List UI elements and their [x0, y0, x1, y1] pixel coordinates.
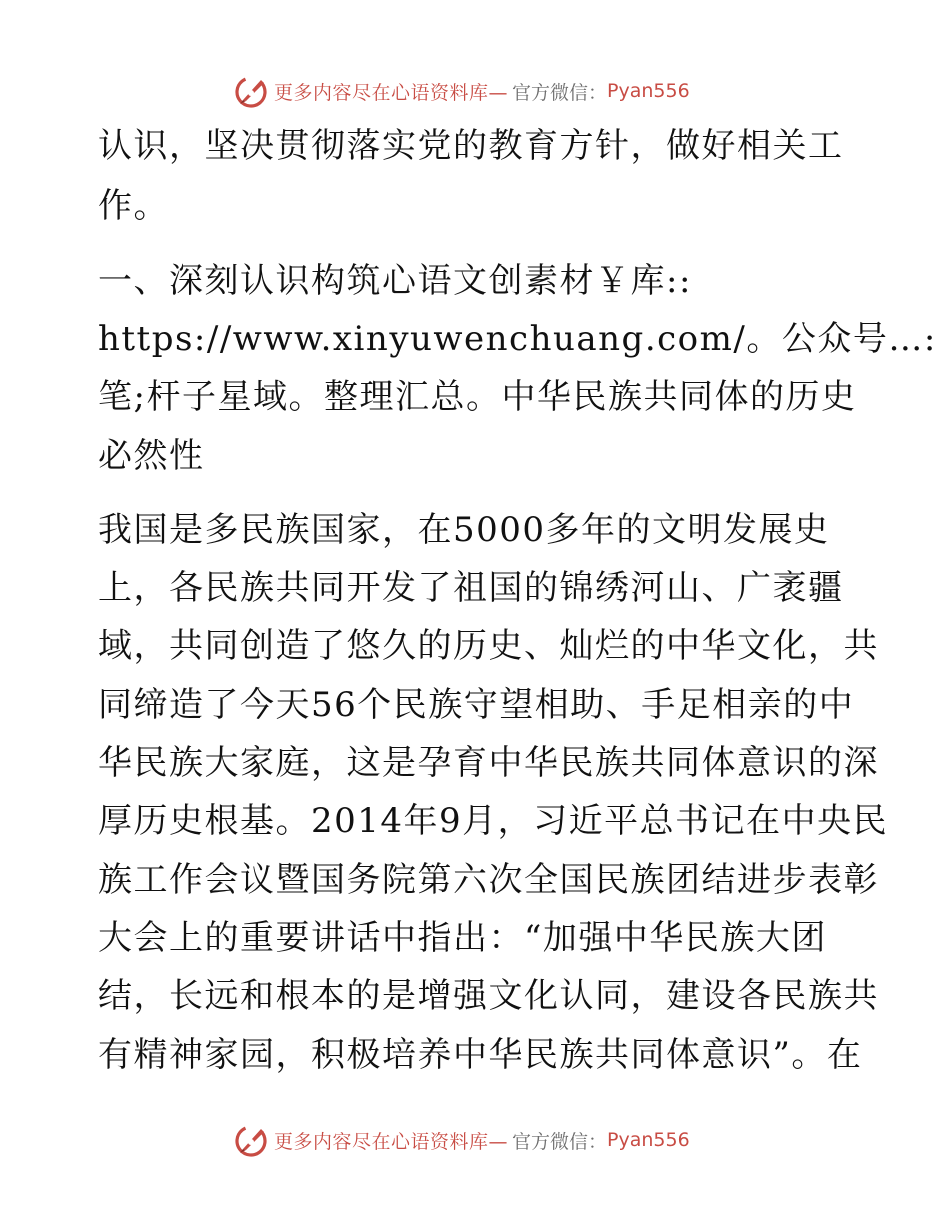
text-line: 大会上的重要讲话中指出：“加强中华民族大团 [98, 918, 827, 958]
footer-watermark [234, 1121, 690, 1159]
watermark-wechat-id: Pyan556 [607, 80, 690, 102]
text-line: 作。 [98, 186, 169, 226]
quill-pen-logo-icon [234, 73, 270, 109]
watermark-main-text: 更多内容尽在心语资料库— [274, 1130, 509, 1153]
watermark-wechat-label: 官方微信： [512, 81, 608, 104]
text-line: 有精神家园，积极培养中华民族共同体意识”。在 [98, 1035, 863, 1075]
text-line: 华民族大家庭，这是孕育中华民族共同体意识的深 [98, 743, 879, 783]
text-line: 认识，坚决贯彻落实党的教育方针，做好相关工 [98, 126, 844, 166]
text-line: 笔;杆子星域。整理汇总。中华民族共同体的历史 [98, 377, 857, 417]
text-line: 族工作会议暨国务院第六次全国民族团结进步表彰 [98, 860, 879, 900]
quill-pen-logo-icon [234, 1122, 270, 1158]
watermark-main-text: 更多内容尽在心语资料库— [274, 81, 509, 104]
watermark-wechat-label: 官方微信： [512, 1130, 608, 1153]
text-line: 域，共同创造了悠久的历史、灿烂的中华文化，共 [98, 626, 879, 666]
text-line: 厚历史根基。2014年9月，习近平总书记在中央民 [98, 801, 889, 841]
header-watermark [234, 72, 690, 110]
text-line: 上，各民族共同开发了祖国的锦绣河山、广袤疆 [98, 568, 844, 608]
text-line: https://www.xinyuwenchuang.com/。公众号…: [98, 319, 937, 359]
text-line: 结，长远和根本的是增强文化认同，建设各民族共 [98, 976, 879, 1016]
watermark-wechat-id: Pyan556 [607, 1129, 690, 1151]
text-line: 我国是多民族国家，在5000多年的文明发展史 [98, 510, 830, 550]
text-line: 必然性 [98, 436, 205, 476]
text-line: 同缔造了今天56个民族守望相助、手足相亲的中 [98, 685, 855, 725]
section-heading: 一、深刻认识构筑心语文创素材￥库:: [98, 261, 692, 301]
